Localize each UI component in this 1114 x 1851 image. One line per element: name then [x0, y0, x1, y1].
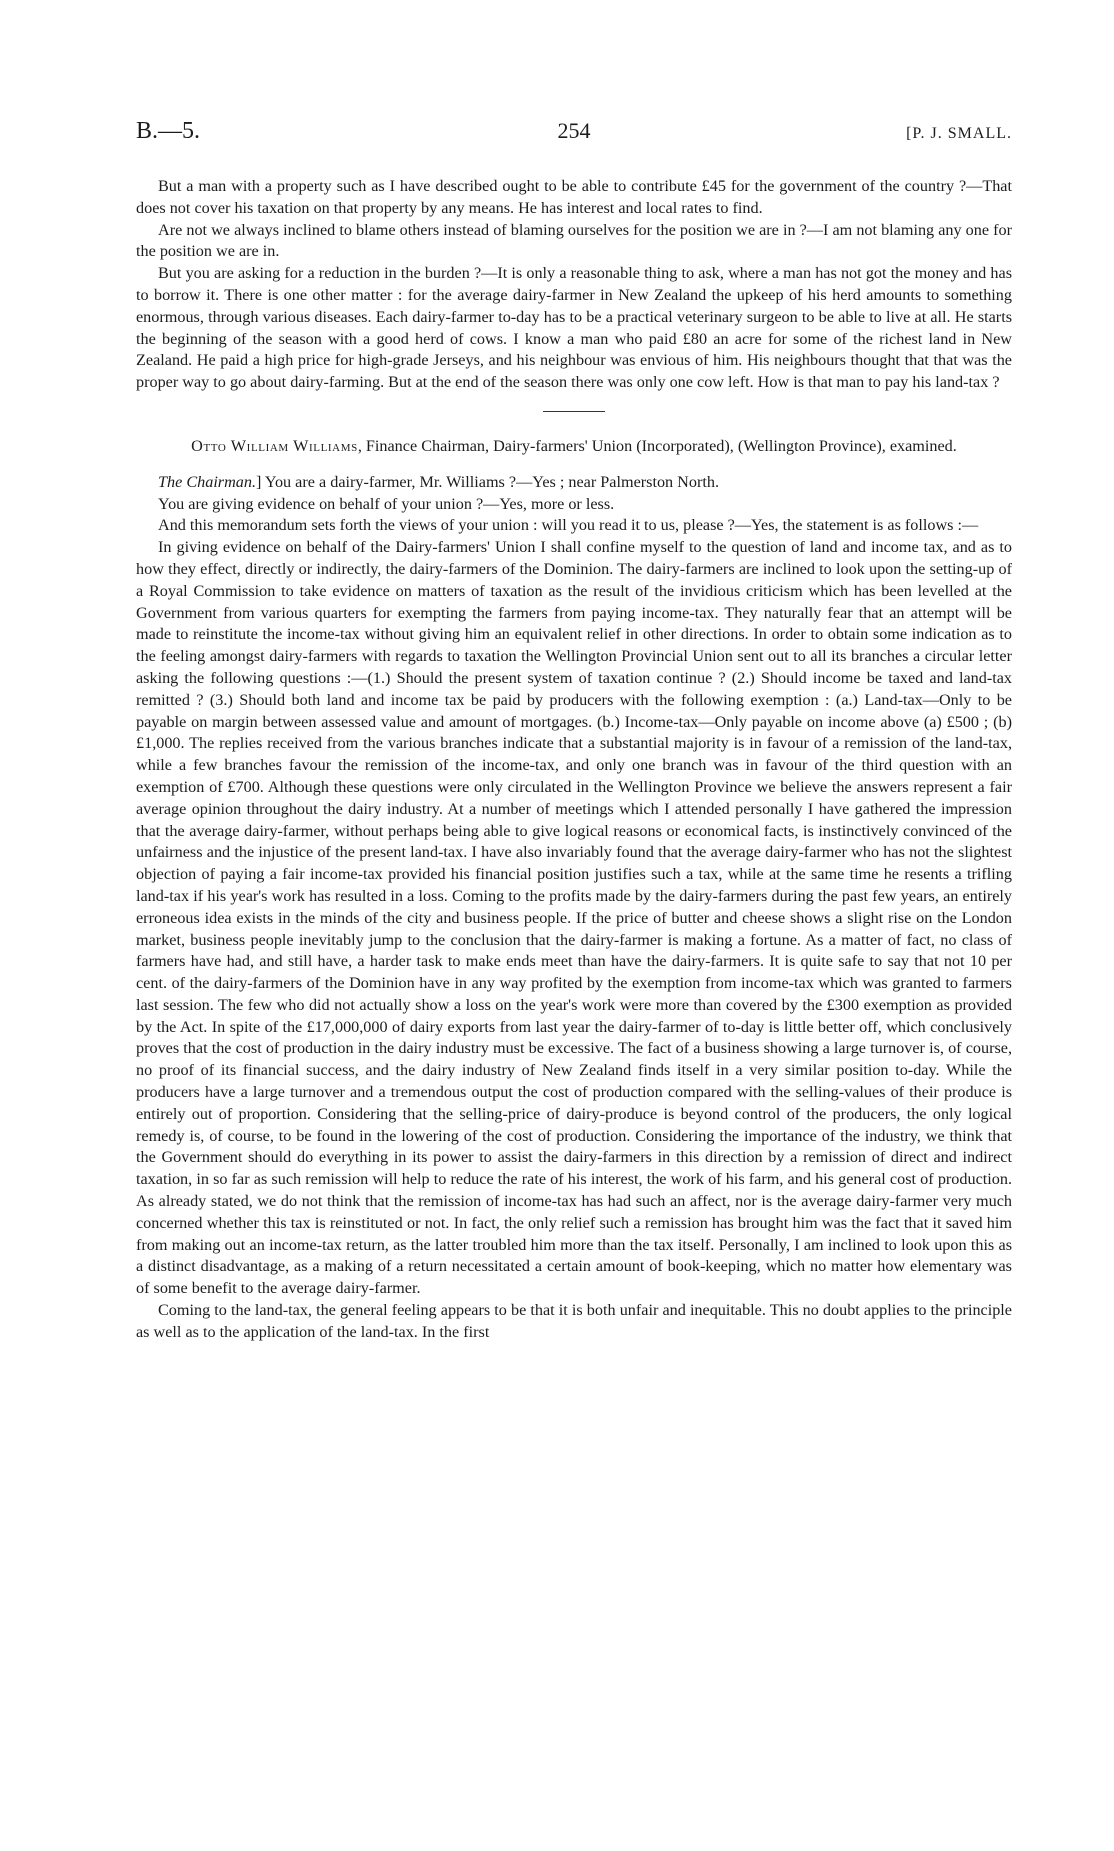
paragraph: But you are asking for a reduction in the burden ?—It is only a reasonable thing to ask, where a man has not got the money and has to borrow it. There is one other matter : for the average dairy-farmer in New Zealand the upkeep of his herd amounts to something enormous, through various diseases. Each dairy-farmer to-day has to be a practical veterinary surgeon to be able to live at all. He starts the beginning of the season with a good herd of cows. I know a man who paid £80 an acre for some of the richest land in New Zealand. He paid a high price for high-grade Jerseys, and his neighbour was envious of him. His neighbours thought that that was the proper way to go about dairy-farming. But at the end of the season there was only one cow left. How is that man to pay his land-tax ? — [136, 264, 1012, 392]
paragraph — [136, 472, 1012, 494]
paragraph: Are not we always inclined to blame others instead of blaming ourselves for the position we are in ?—I am not blaming any one for the position we are in. — [136, 220, 1012, 261]
running-witness-name: [P. J. SMALL. — [906, 125, 1012, 142]
witness-heading — [136, 436, 1012, 458]
witness-description: , Finance Chairman, Dairy-farmers' Union (Incorporated), (Wellington Province), examined. — [357, 436, 957, 455]
running-header — [136, 118, 1012, 158]
document-reference: B.—5. — [136, 118, 201, 144]
examination-section — [136, 472, 1012, 1344]
paragraph: And this memorandum sets forth the views of your union : will you read it to us, please ?—Yes, the statement is as follows :— — [158, 516, 979, 535]
page-number: 254 — [557, 118, 591, 143]
previous-witness-section — [136, 176, 1012, 394]
paragraph: You are giving evidence on behalf of your union ?—Yes, more or less. — [158, 494, 615, 513]
witness-name: Otto William Williams — [191, 436, 358, 455]
section-divider — [543, 411, 605, 412]
page-content — [136, 118, 1012, 1344]
speaker-label: The Chairman. — [158, 472, 257, 491]
question-text: ] You are a dairy-farmer, Mr. Williams ?—Yes ; near Palmerston North. — [256, 472, 719, 491]
paragraph: But a man with a property such as I have described ought to be able to contribute £45 for the government of the country ?—That does not cover his taxation on that property by any means. He has interest and local rates to find. — [136, 177, 1012, 217]
paragraph: Coming to the land-tax, the general feeling appears to be that it is both unfair and inequitable. This no doubt applies to the principle as well as to the application of the land-tax. In the first — [136, 1301, 1012, 1341]
paragraph: In giving evidence on behalf of the Dairy-farmers' Union I shall confine myself to the question of land and income tax, and as to how they effect, directly or indirectly, the dairy-farmers of the Dominion. The dairy-farmers are inclined to look upon the setting-up of a Royal Commission to take evidence on matters of taxation as the result of the invidious criticism which has been levelled at the Government from various quarters for exempting the farmers from paying income-tax. They naturally fear that an attempt will be made to reinstitute the income-tax without giving him an equivalent relief in other directions. In order to obtain some indication as to the feeling amongst dairy-farmers with regards to taxation the Wellington Provincial Union sent out to all its branches a circular letter asking the following questions :—(1.) Should the present system of taxation continue ? (2.) Should income be taxed and land-tax remitted ? (3.) Should both land and income tax be paid by producers with the following exemption : (a.) Land-tax—Only to be payable on margin between assessed value and amount of mortgages. (b.) Income-tax—Only payable on income above (a) £500 ; (b) £1,000. The replies received from the various branches indicate that a substantial majority is in favour of a remission of the land-tax, while a few branches favour the remission of the income-tax, and only one branch was in favour of the third question with an exemption of £700. Although these questions were only circulated in the Wellington Province we believe the answers represent a fair average opinion throughout the dairy industry. At a number of meetings which I attended personally I have gathered the impression that the average dairy-farmer, without perhaps being able to give logical reasons or economical facts, is instinctively convinced of the unfairness and the injustice of the present land-tax. I have also invariably found that the average dairy-farmer who has not the slightest objection of paying a fair income-tax provided his financial position justifies such a tax, while at the same time he resents a trifling land-tax if his year's work has resulted in a loss. Coming to the profits made by the dairy-farmers during the past few years, an entirely erroneous idea exists in the minds of the city and business people. If the price of butter and cheese shows a slight rise on the London market, business people inevitably jump to the conclusion that the dairy-farmer is making a fortune. As a matter of fact, no class of farmers have had, and still have, a harder task to make ends meet than have the dairy-farmers. It is quite safe to say that not 10 per cent. of the dairy-farmers of the Dominion have in any way profited by the exemption from income-tax which was granted to farmers last session. The few who did not actually show a loss on the year's work were more than covered by the £300 exemption as provided by the Act. In spite of the £17,000,000 of dairy exports from last year the dairy-farmer of to-day is little better off, which conclusively proves that the cost of production in the dairy industry must be excessive. The fact of a business showing a large turnover is, of course, no proof of its financial success, and the dairy industry of New Zealand finds itself in a very similar position to-day. While the producers have a large turnover and a tremendous output the cost of production compared with the selling-values of their produce is entirely out of proportion. Considering that the selling-price of dairy-produce is beyond control of the producers, the only logical remedy is, of course, to be found in the lowering of the cost of production. Considering the importance of the industry, we think that the Government should do everything in its power to assist the dairy-farmers in this direction by a remission of direct and indirect taxation, in so far as such remission will help to reduce the rate of his interest, the work of his farm, and his general cost of production. As already stated, we do not think that the remission of income-tax has had such an affect, nor is the average dairy-farmer very much concerned whether this tax is reinstituted or not. In fact, the only relief such a remission has brought him was the fact that it saved him from making out an income-tax return, as the latter troubled him more than the tax itself. Personally, I am inclined to look upon this as a distinct disadvantage, as a making of a return necessitated a certain amount of book-keeping, which no matter how elementary was of some benefit to the average dairy-farmer. — [136, 538, 1012, 1298]
